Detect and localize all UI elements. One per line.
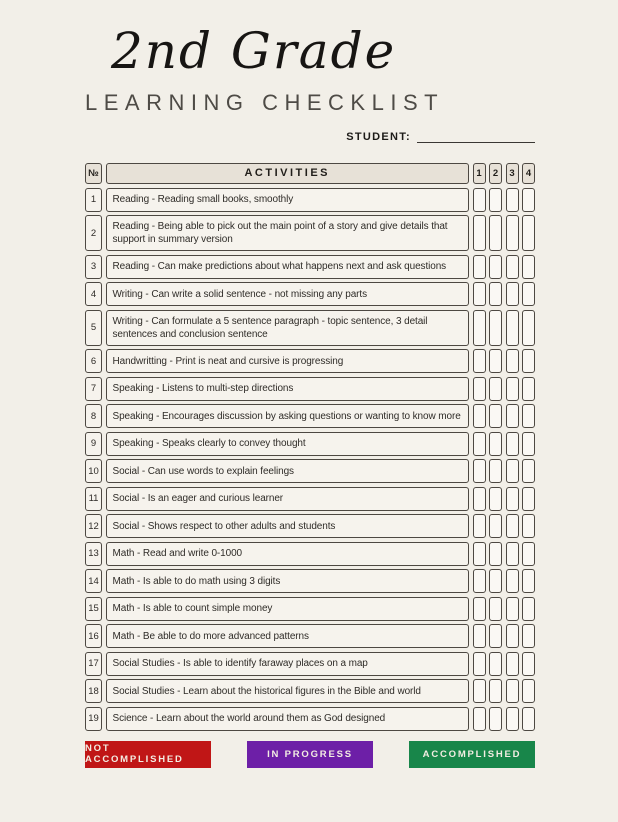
- table-row: [85, 542, 535, 566]
- row-number: 11: [85, 487, 102, 511]
- row-number: 17: [85, 652, 102, 676]
- check-box-4[interactable]: [522, 569, 535, 593]
- activity-text: Social - Is an eager and curious learner: [106, 487, 470, 511]
- check-box-3[interactable]: [506, 459, 519, 483]
- check-box-2[interactable]: [489, 255, 502, 279]
- check-box-2[interactable]: [489, 624, 502, 648]
- table-row: [85, 652, 535, 676]
- activity-text: Science - Learn about the world around them as God designed: [106, 707, 470, 731]
- check-box-4[interactable]: [522, 487, 535, 511]
- row-number: 6: [85, 349, 102, 373]
- check-box-2[interactable]: [489, 282, 502, 306]
- check-box-2[interactable]: [489, 597, 502, 621]
- check-box-4[interactable]: [522, 282, 535, 306]
- check-box-2[interactable]: [489, 487, 502, 511]
- activity-text: Math - Is able to count simple money: [106, 597, 470, 621]
- activity-text: Handwritting - Print is neat and cursive is progressing: [106, 349, 470, 373]
- activity-text: Reading - Being able to pick out the main point of a story and give details that support in summary version: [106, 215, 470, 251]
- check-box-1[interactable]: [473, 624, 486, 648]
- check-box-4[interactable]: [522, 310, 535, 346]
- check-box-1[interactable]: [473, 349, 486, 373]
- check-box-4[interactable]: [522, 459, 535, 483]
- check-box-3[interactable]: [506, 487, 519, 511]
- check-box-1[interactable]: [473, 679, 486, 703]
- legend-not-accomplished-label: NOT ACCOMPLISHED: [85, 743, 184, 765]
- check-box-3[interactable]: [506, 542, 519, 566]
- checklist-table: [85, 163, 535, 731]
- check-box-1[interactable]: [473, 597, 486, 621]
- activity-text: Writing - Can formulate a 5 sentence paragraph - topic sentence, 3 detail sentences and conclusion sentence: [106, 310, 470, 346]
- row-number: 13: [85, 542, 102, 566]
- row-number: 19: [85, 707, 102, 731]
- check-box-1[interactable]: [473, 188, 486, 212]
- table-row: [85, 310, 535, 346]
- row-number: 4: [85, 282, 102, 306]
- legend-in-progress: [247, 741, 373, 768]
- check-box-4[interactable]: [522, 215, 535, 251]
- check-box-1[interactable]: [473, 255, 486, 279]
- check-box-2[interactable]: [489, 679, 502, 703]
- check-box-1[interactable]: [473, 652, 486, 676]
- activity-text: Math - Is able to do math using 3 digits: [106, 569, 470, 593]
- check-box-4[interactable]: [522, 652, 535, 676]
- check-box-2[interactable]: [489, 188, 502, 212]
- check-box-3[interactable]: [506, 514, 519, 538]
- table-row: [85, 255, 535, 279]
- check-box-2[interactable]: [489, 404, 502, 428]
- row-number: 15: [85, 597, 102, 621]
- check-box-3[interactable]: [506, 597, 519, 621]
- row-number: 18: [85, 679, 102, 703]
- check-box-4[interactable]: [522, 514, 535, 538]
- activities-column-header: ACTIVITIES: [106, 163, 470, 184]
- check-box-2[interactable]: [489, 542, 502, 566]
- student-row: [85, 130, 535, 143]
- check-box-3[interactable]: [506, 377, 519, 401]
- row-number: 10: [85, 459, 102, 483]
- check-box-2[interactable]: [489, 569, 502, 593]
- table-row: [85, 597, 535, 621]
- check-box-4[interactable]: [522, 432, 535, 456]
- page: [85, 22, 535, 768]
- table-row: [85, 404, 535, 428]
- check-column-header-2: 2: [489, 163, 502, 184]
- row-number: 12: [85, 514, 102, 538]
- activity-text: Social - Can use words to explain feelings: [106, 459, 470, 483]
- legend: [85, 741, 535, 768]
- check-box-4[interactable]: [522, 542, 535, 566]
- row-number: 16: [85, 624, 102, 648]
- table-row: [85, 432, 535, 456]
- student-label: STUDENT:: [346, 131, 411, 143]
- check-box-3[interactable]: [506, 188, 519, 212]
- check-box-3[interactable]: [506, 255, 519, 279]
- table-row: [85, 349, 535, 373]
- table-row: [85, 624, 535, 648]
- number-column-header: №: [85, 163, 102, 184]
- page-subtitle: LEARNING CHECKLIST: [85, 90, 445, 115]
- table-row: [85, 707, 535, 731]
- check-box-3[interactable]: [506, 349, 519, 373]
- check-box-2[interactable]: [489, 432, 502, 456]
- check-box-2[interactable]: [489, 349, 502, 373]
- check-box-4[interactable]: [522, 624, 535, 648]
- activity-text: Writing - Can write a solid sentence - not missing any parts: [106, 282, 470, 306]
- table-row: [85, 487, 535, 511]
- check-box-1[interactable]: [473, 514, 486, 538]
- check-box-4[interactable]: [522, 679, 535, 703]
- activity-text: Social Studies - Learn about the historical figures in the Bible and world: [106, 679, 470, 703]
- check-box-1[interactable]: [473, 377, 486, 401]
- check-box-1[interactable]: [473, 404, 486, 428]
- check-box-1[interactable]: [473, 282, 486, 306]
- table-row: [85, 215, 535, 251]
- check-box-3[interactable]: [506, 215, 519, 251]
- activity-text: Social Studies - Is able to identify faraway places on a map: [106, 652, 470, 676]
- check-box-3[interactable]: [506, 282, 519, 306]
- row-number: 9: [85, 432, 102, 456]
- legend-in-progress-label: IN PROGRESS: [267, 748, 353, 760]
- check-box-3[interactable]: [506, 432, 519, 456]
- check-box-1[interactable]: [473, 707, 486, 731]
- check-box-3[interactable]: [506, 310, 519, 346]
- check-box-1[interactable]: [473, 459, 486, 483]
- check-box-2[interactable]: [489, 652, 502, 676]
- table-row: [85, 569, 535, 593]
- legend-accomplished-label: ACCOMPLISHED: [422, 748, 522, 760]
- check-box-2[interactable]: [489, 514, 502, 538]
- table-row: [85, 377, 535, 401]
- check-box-1[interactable]: [473, 542, 486, 566]
- check-box-3[interactable]: [506, 679, 519, 703]
- check-box-2[interactable]: [489, 377, 502, 401]
- check-box-1[interactable]: [473, 215, 486, 251]
- check-box-2[interactable]: [489, 459, 502, 483]
- row-number: 14: [85, 569, 102, 593]
- check-column-header-1: 1: [473, 163, 486, 184]
- check-box-1[interactable]: [473, 569, 486, 593]
- check-column-header-4: 4: [522, 163, 535, 184]
- page-title: 2nd Grade: [111, 22, 397, 80]
- row-number: 7: [85, 377, 102, 401]
- check-box-2[interactable]: [489, 707, 502, 731]
- check-box-3[interactable]: [506, 652, 519, 676]
- check-box-4[interactable]: [522, 255, 535, 279]
- table-header-row: [85, 163, 535, 184]
- check-box-2[interactable]: [489, 215, 502, 251]
- activity-text: Reading - Reading small books, smoothly: [106, 188, 470, 212]
- check-box-3[interactable]: [506, 707, 519, 731]
- check-box-1[interactable]: [473, 432, 486, 456]
- table-row: [85, 514, 535, 538]
- check-box-4[interactable]: [522, 707, 535, 731]
- check-column-header-3: 3: [506, 163, 519, 184]
- check-box-1[interactable]: [473, 487, 486, 511]
- student-name-blank[interactable]: [417, 130, 535, 143]
- legend-not-accomplished: [85, 741, 211, 768]
- check-box-2[interactable]: [489, 310, 502, 346]
- table-body: [85, 188, 535, 731]
- table-row: [85, 679, 535, 703]
- table-row: [85, 459, 535, 483]
- check-box-4[interactable]: [522, 188, 535, 212]
- row-number: 2: [85, 215, 102, 251]
- activity-text: Reading - Can make predictions about what happens next and ask questions: [106, 255, 470, 279]
- check-box-4[interactable]: [522, 404, 535, 428]
- activity-text: Math - Read and write 0-1000: [106, 542, 470, 566]
- legend-accomplished: [409, 741, 535, 768]
- check-box-4[interactable]: [522, 597, 535, 621]
- check-box-4[interactable]: [522, 349, 535, 373]
- table-row: [85, 282, 535, 306]
- activity-text: Speaking - Encourages discussion by asking questions or wanting to know more: [106, 404, 470, 428]
- check-box-3[interactable]: [506, 569, 519, 593]
- table-row: [85, 188, 535, 212]
- row-number: 1: [85, 188, 102, 212]
- check-box-3[interactable]: [506, 624, 519, 648]
- check-box-3[interactable]: [506, 404, 519, 428]
- row-number: 5: [85, 310, 102, 346]
- activity-text: Speaking - Speaks clearly to convey thought: [106, 432, 470, 456]
- row-number: 8: [85, 404, 102, 428]
- check-box-1[interactable]: [473, 310, 486, 346]
- check-box-4[interactable]: [522, 377, 535, 401]
- activity-text: Speaking - Listens to multi-step directions: [106, 377, 470, 401]
- activity-text: Math - Be able to do more advanced patterns: [106, 624, 470, 648]
- activity-text: Social - Shows respect to other adults and students: [106, 514, 470, 538]
- row-number: 3: [85, 255, 102, 279]
